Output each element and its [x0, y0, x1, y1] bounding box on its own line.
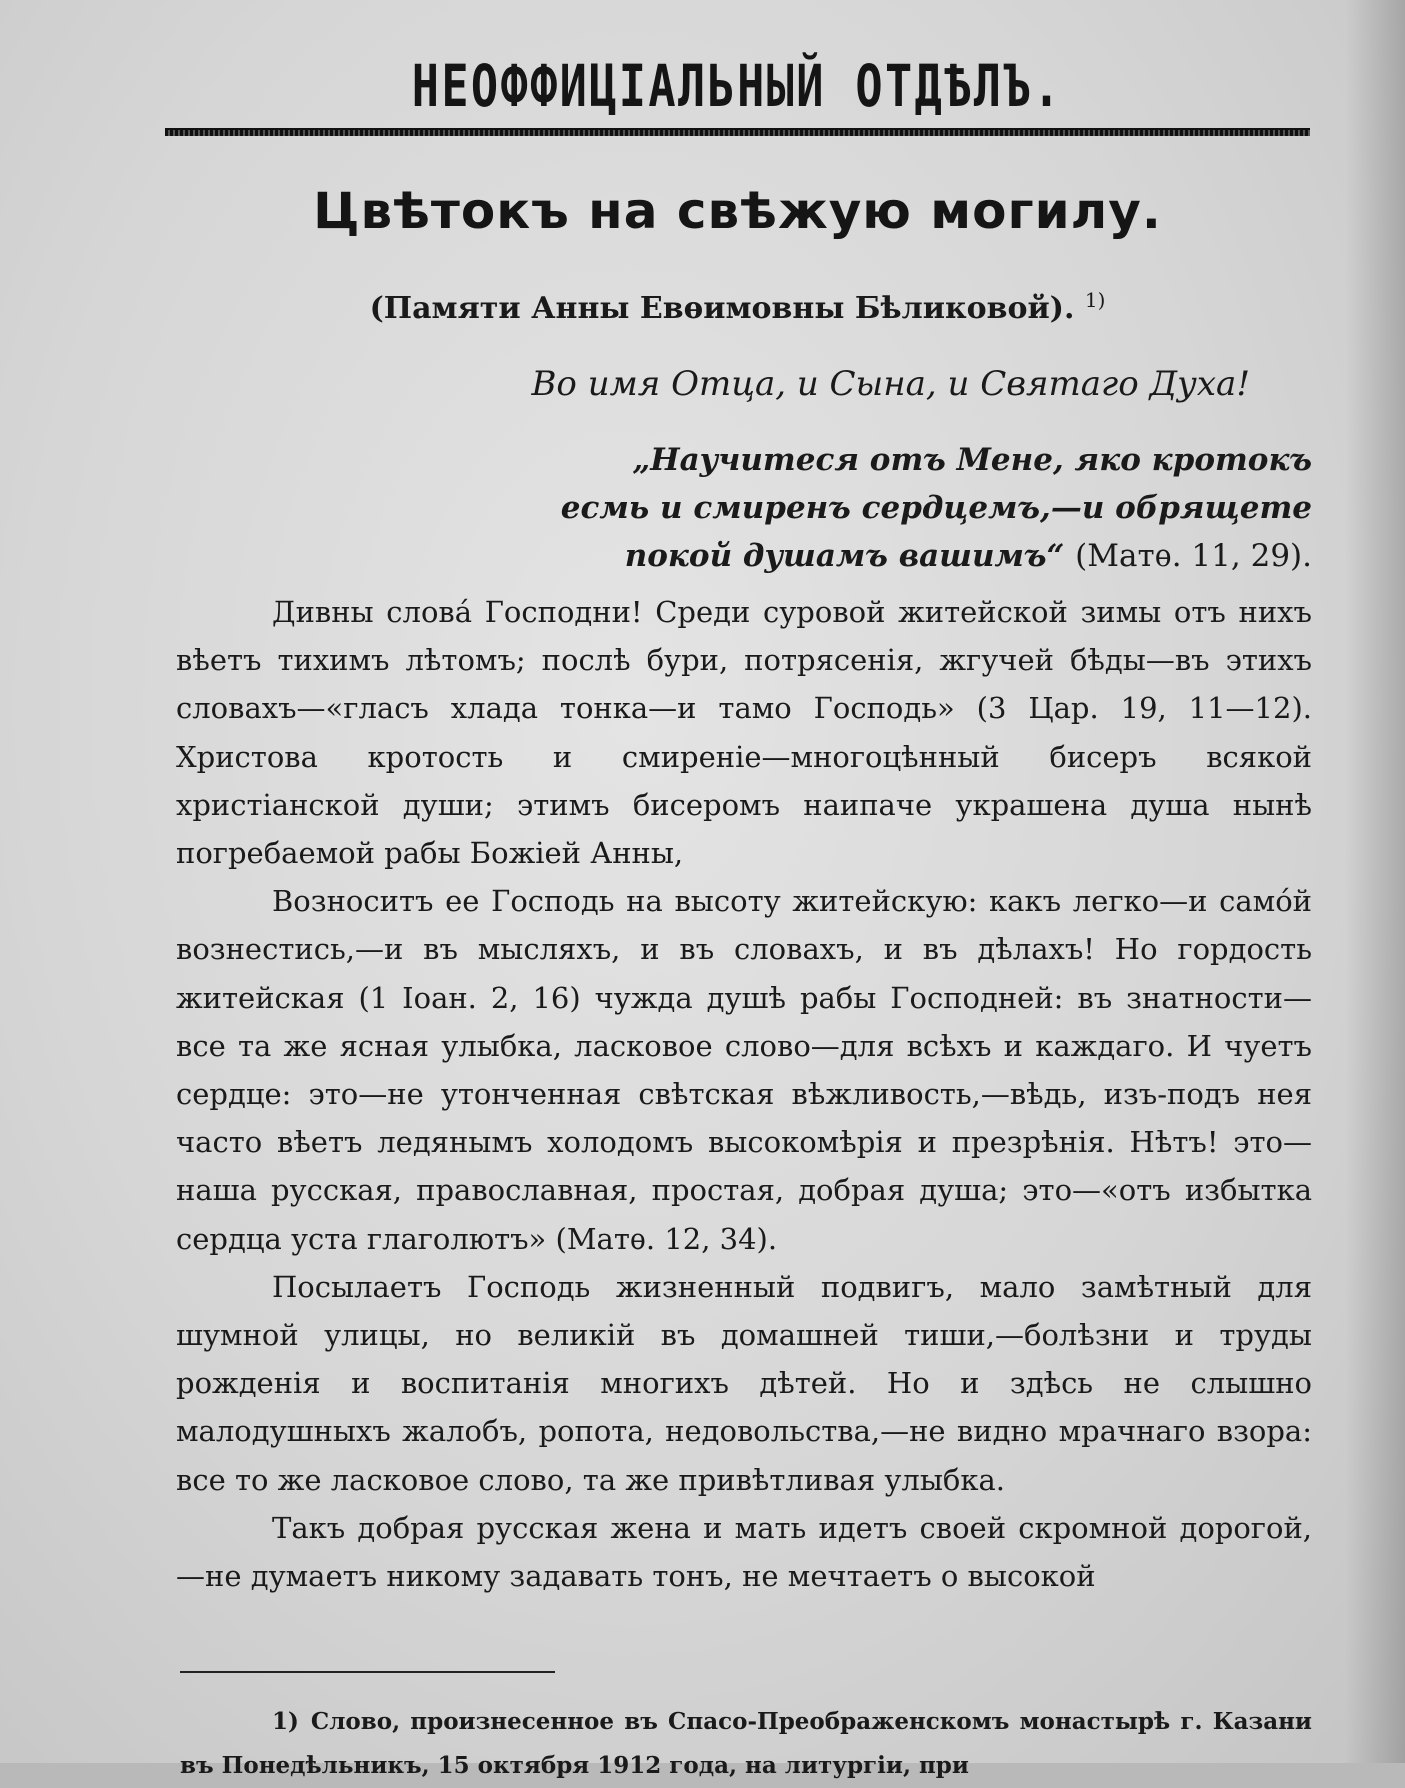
header-rule	[165, 128, 1310, 136]
body-paragraph: Посылаетъ Господь жизненный подвигъ, мало замѣтный для шумной улицы, но великій въ домашней тиши,—болѣзни и труды рожденія и воспитанія многихъ дѣтей. Но и здѣсь не слышно малодушныхъ жалобъ, ропота, недовольства,—не видно мрачнаго взора: все то же ласковое слово, та же привѣтливая улыбка.	[176, 1269, 1312, 1497]
page-edge-shadow	[1345, 0, 1405, 1763]
footnote-rule	[180, 1671, 555, 1673]
body-paragraph: Такъ добрая русская жена и мать идетъ своей скромной дорогой,—не думаетъ никому задавать тонъ, не мечтаетъ о высокой	[176, 1510, 1312, 1594]
epigraph-line-text: покой душамъ вашимъ“	[624, 538, 1065, 574]
section-header	[165, 52, 1310, 132]
article-title: Цвѣтокъ на свѣжую могилу.	[313, 182, 1162, 240]
invocation: Во имя Отца, и Сына, и Святаго Духа!	[531, 364, 1250, 404]
epigraph-line: „Научитеся отъ Мене, яко кротокъ	[632, 442, 1312, 478]
footnote-reference: 1)	[1084, 288, 1106, 312]
footnote-text: Слово, произнесенное въ Спасо-Преображенскомъ монастырѣ г. Казани въ Понедѣльникъ, 15 октября 1912 года, на литургіи, при	[180, 1708, 1312, 1779]
epigraph-line: есмь и смиренъ сердцемъ,—и обрящете	[560, 490, 1312, 526]
article-subtitle	[165, 288, 1310, 326]
section-header-title: НЕОФФИЦІАЛЬНЫЙ ОТДѢЛЪ.	[412, 52, 1063, 120]
article-body	[176, 588, 1312, 1600]
footnote	[180, 1700, 1312, 1788]
body-paragraph: Возноситъ ее Господь на высоту житейскую: какъ легко—и само́й вознестись,—и въ мысляхъ, и въ словахъ, и въ дѣлахъ! Но гордость житейская (1 Іоан. 2, 16) чужда душѣ рабы Господней: въ знатности—все та же ясная улыбка, ласковое слово—для всѣхъ и каждаго. И чуетъ сердце: это—не утонченная свѣтская вѣжливость,—вѣдь, изъ-подъ нея часто вѣетъ ледянымъ холодомъ высокомѣрія и презрѣнія. Нѣтъ! это—наша русская, православная, простая, добрая душа; это—«отъ избытка сердца уста глаголютъ» (Матѳ. 12, 34).	[176, 884, 1312, 1256]
epigraph	[500, 436, 1312, 580]
subtitle-text: (Памяти Анны Евѳимовны Бѣликовой).	[369, 291, 1075, 326]
epigraph-line	[500, 532, 1312, 580]
epigraph-reference: (Матѳ. 11, 29).	[1075, 538, 1312, 574]
footnote-mark: 1)	[272, 1708, 299, 1735]
body-paragraph: Дивны слова́ Господни! Среди суровой житейской зимы отъ нихъ вѣетъ тихимъ лѣтомъ; послѣ бури, потрясенія, жгучей бѣды—въ этихъ словахъ—«гласъ хлада тонка—и тамо Господь» (3 Цар. 19, 11—12). Христова кротость и смиреніе—многоцѣнный бисеръ всякой христіанской души; этимъ бисеромъ наипаче украшена душа нынѣ погребаемой рабы Божіей Анны,	[176, 595, 1312, 871]
